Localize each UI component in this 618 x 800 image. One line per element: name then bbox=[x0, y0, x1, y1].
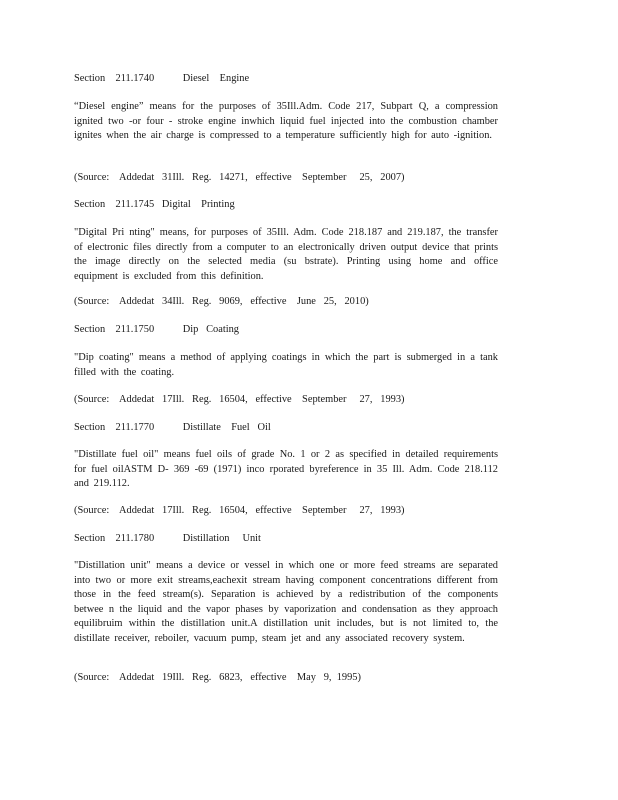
section-heading-dip-coating: Section 211.1750 Dip Coating bbox=[74, 324, 239, 335]
definition-distillation-unit: "Distillation unit" means a device or vessel in which one or more feed streams are separated into two or more exit streams,eachexit stream having component concentrations different from those in the feed stream(s). Separation is achieved by a redistribution of the components betwee n the liquid and the vapor phases by vaporization and condensation as they approach equilibruim within the distillation unit.A distillation unit includes, but is not limited to, the distillate receiver, reboiler, vacuum pump, steam jet and any associated recovery system. bbox=[74, 560, 498, 644]
definition-digital-printing: "Digital Pri nting" means, for purposes of 35Ill. Adm. Code 218.187 and 219.187, the transfer of electronic files directly from a computer to an electronically driven output device that prints the image directly on the selected media (su bstrate). Printing using home and office equipment is excluded from this definition. bbox=[74, 227, 498, 282]
definition-diesel-engine: “Diesel engine” means for the purposes of 35Ill.Adm. Code 217, Subpart Q, a compression ignited two -or four - stroke engine inwhich liquid fuel injected into the combustion chamber ignites when the air charge is compressed to a temperature sufficiently high for auto -ignition. bbox=[74, 101, 498, 142]
source-note-digital-printing: (Source: Addedat 34Ill. Reg. 9069, effective June 25, 2010) bbox=[74, 296, 369, 307]
section-heading-diesel-engine: Section 211.1740 Diesel Engine bbox=[74, 73, 250, 84]
section-heading-digital-printing: Section 211.1745 Digital Printing bbox=[74, 199, 235, 210]
source-note-distillate-fuel-oil: (Source: Addedat 17Ill. Reg. 16504, effective September 27, 1993) bbox=[74, 505, 405, 516]
source-note-diesel-engine: (Source: Addedat 31Ill. Reg. 14271, effective September 25, 2007) bbox=[74, 172, 405, 183]
source-note-dip-coating: (Source: Addedat 17Ill. Reg. 16504, effective September 27, 1993) bbox=[74, 394, 405, 405]
definition-dip-coating: "Dip coating" means a method of applying coatings in which the part is submerged in a tank filled with the coating. bbox=[74, 352, 498, 378]
source-note-distillation-unit: (Source: Addedat 19Ill. Reg. 6823, effective May 9, 1995) bbox=[74, 672, 361, 683]
definition-distillate-fuel-oil: "Distillate fuel oil" means fuel oils of grade No. 1 or 2 as specified in detailed requirements for fuel oilASTM D- 369 -69 (1971) inco rporated byreference in 35 Ill. Adm. Code 218.112 and 219.112. bbox=[74, 449, 498, 490]
section-heading-distillate-fuel-oil: Section 211.1770 Distillate Fuel Oil bbox=[74, 422, 271, 433]
section-heading-distillation-unit: Section 211.1780 Distillation Unit bbox=[74, 533, 261, 544]
